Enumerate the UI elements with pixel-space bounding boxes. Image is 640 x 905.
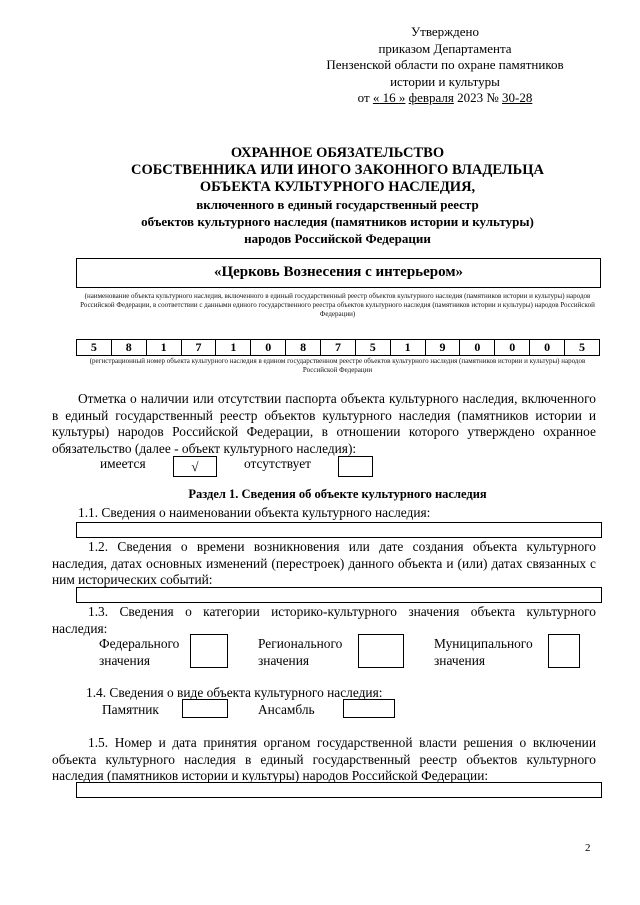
type-monument-label: Памятник [102, 702, 159, 717]
object-name-caption: (наименование объекта культурного наследия, включенного в единый государственный реестр объектов культурного наследия (памятников истории и культуры) народов Российской Федерации, в соответствии с данными единого государственного реестра объектов культурного наследия (памятников истории и культуры) народов Российской Федерации) [80, 292, 595, 318]
category-regional-label [258, 636, 342, 669]
section-1-2-label: 1.2. Сведения о времени возникновения или дате создания объекта культурного наследия, датах основных изменений (перестроек) данного объекта и (или) датах связанных с ним исторических событий: [52, 539, 596, 587]
type-ensemble-label: Ансамбль [258, 702, 315, 717]
title-line-2: СОБСТВЕННИКА ИЛИ ИНОГО ЗАКОННОГО ВЛАДЕЛЬЦА [131, 162, 544, 178]
registration-digit-cell: 5 [76, 339, 112, 356]
category-regional-checkbox[interactable] [358, 634, 404, 668]
registration-digit-cell: 0 [459, 339, 495, 356]
registration-digit-cell: 8 [111, 339, 147, 356]
category-regional-line-1: Регионального [258, 636, 343, 651]
title-line-1: ОХРАННОЕ ОБЯЗАТЕЛЬСТВО [230, 145, 445, 161]
registration-digit-cell: 8 [285, 339, 321, 356]
date-open-quote: « [372, 90, 380, 105]
section-1-2-field[interactable] [76, 587, 602, 603]
section-1-title: Раздел 1. Сведения об объекте культурного наследия [188, 487, 487, 501]
category-municipal-checkbox[interactable] [548, 634, 580, 668]
passport-text: Отметка о наличии или отсутствии паспорта объекта культурного наследия, включенного в единый государственный реестр объектов культурного наследия (памятников истории и культуры) народов Российской Федерации, в отношении которого утверждено охранное обязательство (далее - объект культурного наследия): [52, 391, 596, 456]
registration-digit-cell: 5 [564, 339, 600, 356]
registration-digit-cell: 9 [425, 339, 461, 356]
section-1-1-label: 1.1. Сведения о наименовании объекта культурного наследия: [78, 505, 431, 520]
type-monument-checkbox[interactable] [182, 699, 228, 718]
registration-digit-cell: 1 [146, 339, 182, 356]
approval-line-1: Утверждено [410, 24, 480, 39]
section-1-5-field[interactable] [76, 782, 602, 798]
title-line-4: включенного в единый государственный реестр [196, 197, 479, 212]
passport-has-checkbox[interactable]: √ [173, 456, 217, 477]
registration-digit-cell: 0 [250, 339, 286, 356]
registration-digit-cell: 0 [529, 339, 565, 356]
registration-digit-cell: 7 [320, 339, 356, 356]
registration-digit-cell: 1 [215, 339, 251, 356]
passport-absent-checkbox[interactable] [338, 456, 373, 477]
date-prefix: от [357, 90, 370, 105]
registration-digit-cell: 0 [494, 339, 530, 356]
date-day: 16 [379, 90, 399, 105]
category-municipal-line-1: Муниципального [434, 636, 533, 651]
date-month: февраля [408, 90, 454, 105]
category-federal-line-1: Федерального [99, 636, 180, 651]
category-federal-label [99, 636, 179, 669]
approval-line-3: Пензенской области по охране памятников [326, 57, 564, 72]
section-1-4-label: 1.4. Сведения о виде объекта культурного наследия: [86, 685, 383, 700]
approval-date-line [300, 90, 590, 107]
registration-number-grid [77, 339, 600, 356]
date-year: 2023 [457, 90, 484, 105]
number-sign: № [486, 90, 499, 105]
section-1-3-label: 1.3. Сведения о категории историко-культурного значения объекта культурного наследия: [52, 604, 596, 636]
category-municipal-label [434, 636, 533, 669]
date-close-quote: » [398, 90, 406, 105]
category-regional-line-2: значения [258, 652, 310, 668]
object-name-field: «Церковь Вознесения с интерьером» [76, 258, 601, 288]
type-ensemble-checkbox[interactable] [343, 699, 395, 718]
page-number: 2 [585, 842, 591, 854]
registration-digit-cell: 5 [355, 339, 391, 356]
approval-line-2: приказом Департамента [378, 40, 512, 56]
approval-block [300, 24, 590, 107]
passport-absent-label: отсутствует [244, 456, 311, 471]
registration-caption: (регистрационный номер объекта культурного наследия в едином государственном реестре объектов культурного наследия (памятников истории и культуры) народов Российской Федерации [89, 357, 586, 374]
approval-line-4: истории и культуры [390, 73, 500, 89]
order-number: 30-28 [502, 90, 533, 105]
section-1-5-label: 1.5. Номер и дата принятия органом государственной власти решения о включении объекта культурного наследия в единый государственный реестр объектов культурного наследия (памятников истории и культуры) народов Российской Федерации: [52, 735, 596, 783]
category-municipal-line-2: значения [434, 652, 486, 668]
title-line-6: народов Российской Федерации [244, 231, 431, 246]
document-title [60, 145, 615, 247]
category-federal-checkbox[interactable] [190, 634, 228, 668]
section-1-1-field[interactable] [76, 522, 602, 538]
title-line-3: ОБЪЕКТА КУЛЬТУРНОГО НАСЛЕДИЯ, [199, 179, 476, 195]
registration-digit-cell: 7 [181, 339, 217, 356]
registration-digit-cell: 1 [390, 339, 426, 356]
title-line-5: объектов культурного наследия (памятников истории и культуры) [141, 214, 534, 229]
passport-has-label: имеется [100, 456, 146, 471]
category-federal-line-2: значения [99, 652, 151, 668]
